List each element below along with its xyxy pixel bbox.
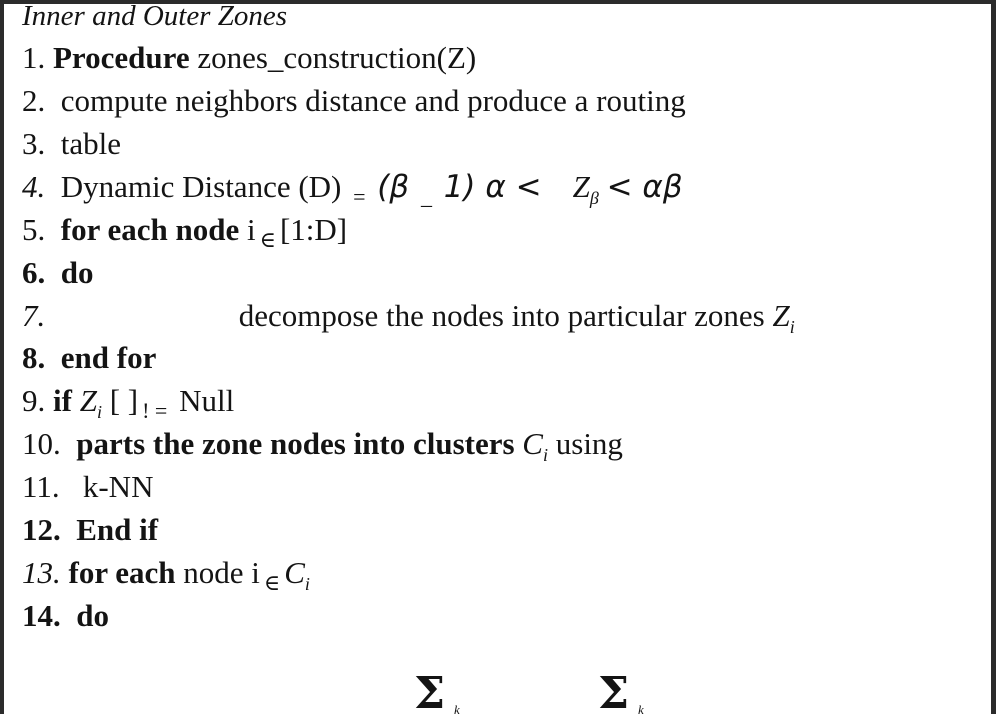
- line-number: 13.: [22, 555, 61, 590]
- line-12: [22, 512, 158, 548]
- line-text: decompose the nodes into particular zones: [238, 298, 765, 333]
- line-text: zones_construction(Z): [197, 40, 477, 75]
- zone-subscript: i: [789, 317, 795, 338]
- line-number: 3.: [22, 126, 46, 161]
- cluster-subscript: i: [542, 445, 548, 466]
- line-number: 6.: [22, 255, 46, 290]
- line-14: [22, 598, 109, 634]
- keyword: for each node: [60, 212, 240, 247]
- line-3: [22, 126, 121, 162]
- zone-symbol: Z: [79, 383, 97, 418]
- line-number: 10.: [22, 426, 61, 461]
- line-text: [1:D]: [279, 212, 348, 247]
- keyword: do: [76, 598, 109, 633]
- partial-summation-formula: [22, 668, 982, 719]
- minus-sign: _: [420, 184, 432, 209]
- algorithm-document: [22, 0, 982, 719]
- line-6: [22, 255, 94, 291]
- algorithm-title: Inner and Outer Zones: [22, 0, 288, 32]
- zone-subscript: β: [589, 188, 599, 209]
- line-11: [22, 469, 153, 505]
- line-number: 14.: [22, 598, 61, 633]
- line-4: [22, 169, 683, 216]
- cluster-subscript: i: [304, 574, 310, 595]
- frame-left-border: [0, 0, 4, 714]
- line-number: 12.: [22, 512, 61, 547]
- keyword: end for: [60, 340, 157, 375]
- keyword: parts the zone nodes into clusters: [76, 426, 515, 461]
- line-number: 2.: [22, 83, 46, 118]
- line-13: [22, 555, 310, 602]
- keyword: Procedure: [53, 40, 190, 75]
- line-5: [22, 212, 347, 251]
- element-of-symbol: ∈: [263, 570, 281, 595]
- formula-part: 1) α <: [443, 169, 542, 205]
- line-8: [22, 340, 156, 376]
- line-1: [22, 40, 476, 76]
- cluster-symbol: C: [284, 555, 305, 590]
- line-number: 4.: [22, 169, 46, 204]
- line-text: k-NN: [82, 469, 154, 504]
- keyword: do: [60, 255, 94, 290]
- keyword: for each: [68, 555, 176, 590]
- keyword: End if: [76, 512, 159, 547]
- line-number: 11.: [22, 469, 60, 504]
- line-number: 9.: [22, 383, 46, 418]
- keyword: if: [53, 383, 72, 418]
- formula-part: < αβ: [606, 169, 683, 205]
- zone-symbol: Z: [572, 169, 590, 204]
- line-2: [22, 83, 686, 119]
- line-number: 5.: [22, 212, 46, 247]
- zone-subscript: i: [96, 402, 102, 423]
- not-equal-sign: ! =: [142, 398, 168, 423]
- line-number: 1.: [22, 40, 46, 75]
- sigma-symbol: Σ: [414, 668, 446, 719]
- line-number: 7.: [22, 298, 46, 333]
- null-value: Null: [179, 383, 235, 418]
- formula-part: (β: [377, 169, 410, 205]
- line-text: using: [555, 426, 623, 461]
- line-10: [22, 426, 623, 473]
- line-9: [22, 383, 234, 430]
- sigma-subscript: k: [638, 702, 644, 717]
- variable: i: [247, 212, 256, 247]
- line-7: [22, 298, 795, 345]
- element-of-symbol: ∈: [259, 227, 276, 252]
- frame-right-border: [991, 0, 996, 714]
- line-text: node i: [183, 555, 260, 590]
- line-text: Dynamic Distance (D): [60, 169, 342, 204]
- line-text: table: [60, 126, 121, 161]
- line-number: 8.: [22, 340, 46, 375]
- sigma-subscript: k: [454, 702, 460, 717]
- line-text: compute neighbors distance and produce a routing: [60, 83, 686, 118]
- cluster-symbol: C: [522, 426, 543, 461]
- equals-sign: =: [353, 184, 366, 209]
- sigma-symbol: Σ: [598, 668, 630, 719]
- brackets: [ ]: [109, 383, 139, 418]
- zone-symbol: Z: [772, 298, 790, 333]
